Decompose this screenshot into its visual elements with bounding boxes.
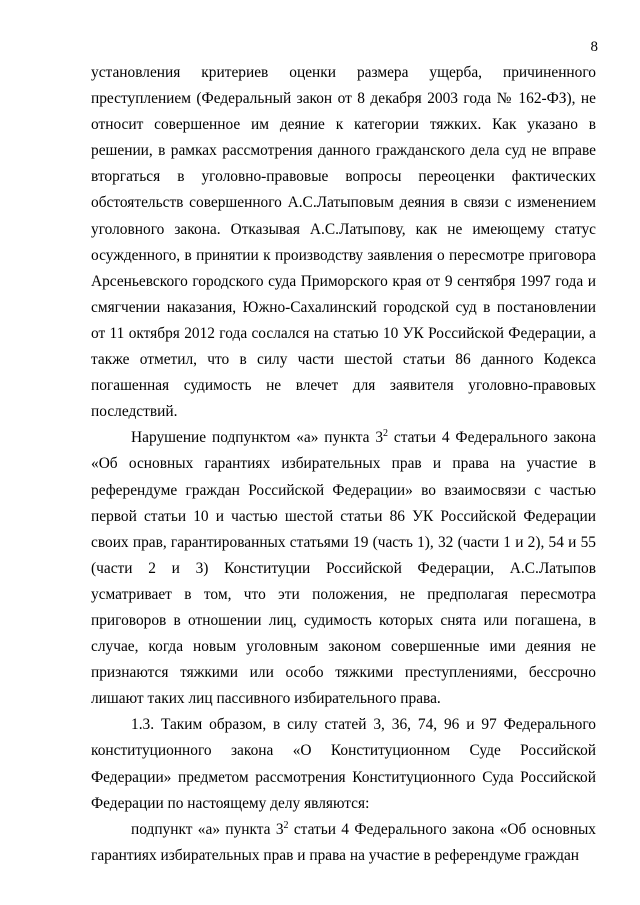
paragraph	[91, 425, 596, 712]
paragraph-text: статьи 4 Федерального закона «Об основных гарантиях избирательных прав и права на участие в референдуме граждан	[91, 820, 596, 864]
paragraph	[91, 712, 596, 816]
superscript: 2	[283, 819, 289, 831]
paragraph-text: подпункт «а» пункта 3	[131, 820, 284, 838]
paragraph-text: 1.3. Таким образом, в силу статей 3, 36, 74, 96 и 97 Федерального конституционного закона «О Конституционном Суде Российской Федерации» предметом рассмотрения Конституционного Суда Российской Федерации по настоящему делу являются:	[91, 716, 596, 812]
paragraph-text: Нарушение подпунктом «а» пункта 3	[131, 429, 384, 447]
paragraph-text: статьи 4 Федерального закона «Об основных гарантиях избирательных прав и права на участие в референдуме граждан Российской Федерации» во взаимосвязи с частью первой статьи 10 и частью шестой статьи 86 УК Российской Федерации своих прав, гарантированных статьями 19 (часть 1), 32 (части 1 и 2), 54 и 55 (части 2 и 3) Конституции Российской Федерации, А.С.Латыпов усматривает в том, что эти положения, не предполагая пересмотра приговоров в отношении лиц, судимость которых снята или погашена, в случае, когда новым уголовным законом совершенные ими деяния не признаются тяжкими или особо тяжкими преступлениями, бессрочно лишают таких лиц пассивного избирательного права.	[91, 429, 596, 708]
paragraph	[91, 817, 596, 869]
document-body	[91, 60, 596, 869]
superscript: 2	[383, 428, 389, 440]
paragraph-text: установления критериев оценки размера ущерба, причиненного преступлением (Федеральный закон от 8 декабря 2003 года № 162-ФЗ), не относит совершенное им деяние к категории тяжких. Как указано в решении, в рамках рассмотрения данного гражданского дела суд не вправе вторгаться в уголовно-правовые вопросы переоценки фактических обстоятельств совершенного А.С.Латыповым деяния в связи с изменением уголовного закона. Отказывая А.С.Латыпову, как не имеющему статус осужденного, в принятии к производству заявления о пересмотре приговора Арсеньевского городского суда Приморского края от 9 сентября 1997 года и смягчении наказания, Южно-Сахалинский городской суд в постановлении от 11 октября 2012 года сослался на статью 10 УК Российской Федерации, а также отметил, что в силу части шестой статьи 86 данного Кодекса погашенная судимость не влечет для заявителя уголовно-правовых последствий.	[91, 64, 596, 421]
paragraph	[91, 60, 596, 425]
page-number: 8	[590, 39, 598, 55]
